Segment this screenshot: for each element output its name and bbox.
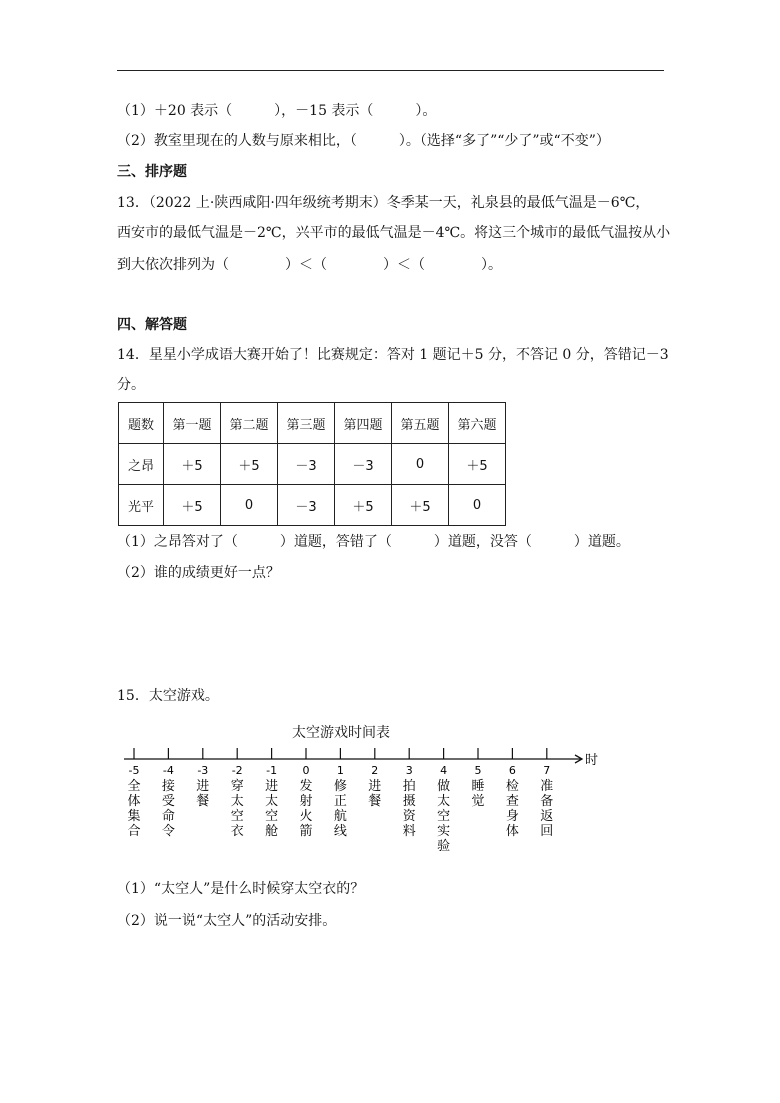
tick-label: 1 xyxy=(336,764,344,777)
event-label: 餐 xyxy=(368,794,382,809)
event-label: 受 xyxy=(161,794,175,809)
event-label: 摄 xyxy=(402,794,416,809)
table-header-cell: 题数 xyxy=(119,403,164,444)
event-label: 衣 xyxy=(230,824,244,839)
event-label: 射 xyxy=(299,794,313,809)
event-label: 空 xyxy=(265,809,279,824)
event-label: 命 xyxy=(161,809,175,824)
event-label: 验 xyxy=(437,839,451,854)
event-label: 令 xyxy=(161,824,175,839)
event-label: 集 xyxy=(127,809,141,824)
table-cell: 0 xyxy=(392,444,449,485)
table-cell: ＋5 xyxy=(392,485,449,526)
q12-sub1: （1）＋20 表示（ ），－15 表示（ ）。 xyxy=(117,103,437,119)
event-label: 太 xyxy=(230,794,244,809)
event-label: 身 xyxy=(505,809,519,824)
table-header-cell: 第四题 xyxy=(335,403,392,444)
event-label: 资 xyxy=(402,809,416,824)
event-label: 备 xyxy=(540,794,554,809)
axis-label: 时 xyxy=(585,753,599,768)
q15-sub2: （2）说一说“太空人”的活动安排。 xyxy=(117,913,337,929)
event-label: 进 xyxy=(196,779,210,794)
event-label: 发 xyxy=(299,779,313,794)
event-label: 太 xyxy=(437,794,451,809)
event-label: 料 xyxy=(402,824,416,839)
event-label: 穿 xyxy=(230,779,244,794)
event-label: 舱 xyxy=(265,824,279,839)
table-cell: ＋5 xyxy=(164,444,221,485)
table-header-cell: 第三题 xyxy=(278,403,335,444)
table-cell: ＋5 xyxy=(449,444,506,485)
table-cell: 0 xyxy=(449,485,506,526)
event-label: 查 xyxy=(505,794,519,809)
event-label: 拍 xyxy=(402,779,416,794)
table-cell: ＋5 xyxy=(164,485,221,526)
table-cell: 光平 xyxy=(119,485,164,526)
event-label: 接 xyxy=(161,779,175,794)
table-cell: －3 xyxy=(278,485,335,526)
tick-label: 0 xyxy=(302,764,310,777)
q13-line1: 13．（2022 上·陕西咸阳·四年级统考期末）冬季某一天，礼泉县的最低气温是－6℃， xyxy=(117,195,650,211)
event-label: 线 xyxy=(333,824,347,839)
tick-label: -2 xyxy=(231,764,243,777)
tick-label: -4 xyxy=(162,764,174,777)
event-label: 实 xyxy=(437,824,451,839)
q15-title: 15．太空游戏。 xyxy=(117,688,219,704)
section4-heading: 四、解答题 xyxy=(117,317,187,333)
table-cell: －3 xyxy=(335,444,392,485)
event-label: 航 xyxy=(333,809,347,824)
event-label: 全 xyxy=(127,779,141,794)
tick-label: -5 xyxy=(128,764,140,777)
event-label: 觉 xyxy=(471,794,485,809)
q14-sub1: （1）之昂答对了（ ）道题，答错了（ ）道题，没答（ ）道题。 xyxy=(117,534,630,550)
event-label: 回 xyxy=(540,824,554,839)
event-label: 空 xyxy=(230,809,244,824)
event-label: 准 xyxy=(540,779,554,794)
table-header-cell: 第二题 xyxy=(221,403,278,444)
event-label: 返 xyxy=(540,809,554,824)
event-label: 箭 xyxy=(299,824,313,839)
event-label: 正 xyxy=(333,794,347,809)
tick-label: 2 xyxy=(371,764,379,777)
event-label: 体 xyxy=(127,794,141,809)
q15-sub1: （1）“太空人”是什么时候穿太空衣的？ xyxy=(117,881,365,897)
q14-sub2: （2）谁的成绩更好一点？ xyxy=(117,565,280,581)
table-cell: ＋5 xyxy=(335,485,392,526)
event-label: 睡 xyxy=(471,779,485,794)
event-label: 做 xyxy=(437,779,451,794)
q13-line2: 西安市的最低气温是－2℃，兴平市的最低气温是－4℃。将这三个城市的最低气温按从小 xyxy=(117,225,671,241)
tick-label: -1 xyxy=(266,764,278,777)
tick-label: 7 xyxy=(543,764,551,777)
event-label: 合 xyxy=(127,824,141,839)
table-header-cell: 第五题 xyxy=(392,403,449,444)
tick-label: 6 xyxy=(508,764,516,777)
tick-label: 3 xyxy=(405,764,413,777)
q14-line1: 14．星星小学成语大赛开始了！比赛规定：答对 1 题记＋5 分，不答记 0 分，答错记－3 xyxy=(117,347,669,363)
q14-line2: 分。 xyxy=(117,377,145,393)
tick-label: 5 xyxy=(474,764,482,777)
event-label: 检 xyxy=(505,779,519,794)
table-cell: 之昂 xyxy=(119,444,164,485)
table-cell: －3 xyxy=(278,444,335,485)
event-label: 进 xyxy=(265,779,279,794)
tick-label: 4 xyxy=(440,764,448,777)
chart-title: 太空游戏时间表 xyxy=(292,725,390,741)
table-header-cell: 第一题 xyxy=(164,403,221,444)
q13-line3: 到大依次排列为（ ）＜（ ）＜（ ）。 xyxy=(117,257,502,273)
event-label: 体 xyxy=(505,824,519,839)
table-cell: ＋5 xyxy=(221,444,278,485)
tick-label: -3 xyxy=(197,764,209,777)
q12-sub2: （2）教室里现在的人数与原来相比，（ ）。（选择“多了”“少了”或“不变”） xyxy=(117,133,610,149)
section3-heading: 三、排序题 xyxy=(117,164,187,180)
table-header-cell: 第六题 xyxy=(449,403,506,444)
table-cell: 0 xyxy=(221,485,278,526)
event-label: 进 xyxy=(368,779,382,794)
event-label: 空 xyxy=(437,809,451,824)
event-label: 餐 xyxy=(196,794,210,809)
event-label: 火 xyxy=(299,809,313,824)
event-label: 修 xyxy=(333,779,347,794)
event-label: 太 xyxy=(265,794,279,809)
